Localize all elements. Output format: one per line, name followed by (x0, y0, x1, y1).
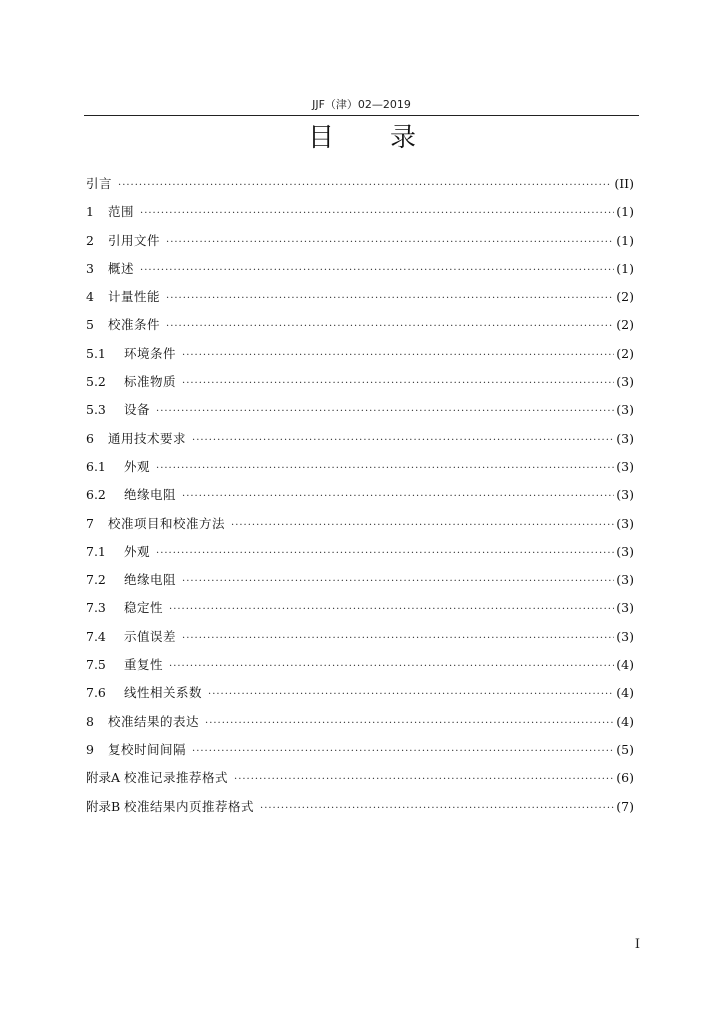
toc-entry[interactable] (86, 368, 634, 396)
toc-entry[interactable] (86, 255, 634, 283)
toc-entry-title: 外观 (124, 458, 151, 474)
toc-entry-title: 稳定性 (124, 600, 164, 616)
toc-entry-page: (7) (616, 798, 634, 814)
toc-entry-number: 附录A (86, 770, 121, 786)
toc-entry-title: 环境条件 (124, 345, 177, 361)
toc-entry[interactable] (86, 594, 634, 622)
toc-entry-page: (3) (616, 572, 634, 588)
toc-dot-leader (182, 625, 614, 653)
toc-entry-title: 校准项目和校准方法 (108, 515, 226, 531)
toc-entry-title: 标准物质 (124, 374, 177, 390)
toc-entry-number: 6 (86, 430, 94, 446)
toc-entry-number: 7.5 (86, 657, 106, 673)
toc-entry-title: 复校时间间隔 (108, 741, 187, 757)
toc-entry[interactable] (86, 566, 634, 594)
toc-entry-page: (3) (616, 374, 634, 390)
toc-entry-title: 绝缘电阻 (124, 487, 177, 503)
document-number: JJF（津）02—2019 (312, 98, 411, 111)
toc-entry[interactable] (86, 340, 634, 368)
toc-dot-leader (208, 681, 614, 709)
toc-entry-number: 6.2 (86, 487, 106, 503)
toc-entry-page: (2) (616, 289, 634, 305)
toc-entry-page: (5) (616, 741, 634, 757)
toc-dot-leader (182, 568, 614, 596)
toc-dot-leader (169, 596, 614, 624)
toc-dot-leader (140, 257, 614, 285)
toc-entry-number: 7.3 (86, 600, 106, 616)
toc-entry-page: (3) (616, 458, 634, 474)
toc-entry-page: (4) (616, 657, 634, 673)
toc-entry[interactable] (86, 623, 634, 651)
toc-entry-title: 校准结果的表达 (108, 713, 200, 729)
toc-dot-leader (169, 653, 614, 681)
toc-entry[interactable] (86, 425, 634, 453)
toc-entry[interactable] (86, 481, 634, 509)
toc-dot-leader (182, 483, 614, 511)
toc-entry[interactable] (86, 764, 634, 792)
toc-entry-title: 重复性 (124, 657, 164, 673)
toc-entry-title: 引用文件 (108, 232, 161, 248)
toc-entry-number: 7.6 (86, 685, 106, 701)
toc-dot-leader (156, 455, 614, 483)
toc-entry-page: (3) (616, 515, 634, 531)
toc-entry-page: (3) (616, 402, 634, 418)
toc-entry[interactable] (86, 708, 634, 736)
toc-entry-number: 2 (86, 232, 94, 248)
toc-entry[interactable] (86, 510, 634, 538)
toc-entry-number: 5.2 (86, 374, 106, 390)
toc-entry-number: 3 (86, 260, 94, 276)
toc-entry-page: (3) (616, 628, 634, 644)
toc-entry-number: 5 (86, 317, 94, 333)
toc-entry-page: (4) (616, 685, 634, 701)
toc-entry-title: 引言 (86, 176, 113, 191)
toc-entry-title: 示值误差 (124, 628, 177, 644)
toc-dot-leader (166, 229, 614, 257)
toc-entry-title: 通用技术要求 (108, 430, 187, 446)
toc-entry-title: 线性相关系数 (124, 685, 203, 701)
toc-entry[interactable] (86, 453, 634, 481)
toc-entry[interactable] (86, 736, 634, 764)
toc-entry[interactable] (86, 793, 634, 821)
toc-dot-leader (140, 200, 614, 228)
toc-dot-leader (166, 285, 614, 313)
toc-entry-title: 概述 (108, 260, 135, 276)
toc-entry-page: (4) (616, 713, 634, 729)
toc-entry[interactable] (86, 679, 634, 707)
toc-entry-number: 1 (86, 204, 94, 220)
toc-entry-number: 6.1 (86, 458, 106, 474)
toc-entry-number: 附录B (86, 798, 121, 814)
toc-entry-page: (6) (616, 770, 634, 786)
toc-dot-leader (205, 710, 614, 738)
toc-entry-title: 计量性能 (108, 289, 161, 305)
toc-dot-leader (192, 427, 614, 455)
toc-entry[interactable] (86, 311, 634, 339)
toc-entry-title: 校准条件 (108, 317, 161, 333)
toc-entry-title: 校准结果内页推荐格式 (124, 798, 255, 814)
toc-entry-title: 绝缘电阻 (124, 572, 177, 588)
toc-entry-number: 7.4 (86, 628, 106, 644)
toc-entry-page: (II) (614, 176, 634, 191)
toc-entry-page: (1) (616, 204, 634, 220)
toc-dot-leader (192, 738, 614, 766)
toc-entry[interactable] (86, 198, 634, 226)
page-title-char-2: 录 (390, 123, 417, 153)
toc-entry[interactable] (86, 538, 634, 566)
toc-entry-page: (3) (616, 430, 634, 446)
toc-dot-leader (118, 172, 612, 200)
toc-dot-leader (156, 398, 614, 426)
toc-dot-leader (166, 313, 614, 341)
toc-entry[interactable] (86, 227, 634, 255)
toc-entry-number: 5.1 (86, 345, 106, 361)
toc-entry-page: (3) (616, 600, 634, 616)
toc-entry-title: 外观 (124, 543, 151, 559)
toc-dot-leader (182, 370, 614, 398)
toc-entry-title: 范围 (108, 204, 135, 220)
toc-entry[interactable] (86, 396, 634, 424)
toc-entry[interactable] (86, 170, 634, 198)
toc-entry-page: (1) (616, 260, 634, 276)
table-of-contents (86, 170, 634, 821)
page-title-char-1: 目 (307, 123, 334, 153)
toc-dot-leader (231, 512, 614, 540)
toc-entry-title: 校准记录推荐格式 (124, 770, 229, 786)
toc-entry-number: 7 (86, 515, 94, 531)
toc-entry-number: 7.2 (86, 572, 106, 588)
toc-entry-page: (3) (616, 487, 634, 503)
page-folio: I (634, 937, 640, 952)
toc-entry-number: 4 (86, 289, 94, 305)
toc-entry-number: 8 (86, 713, 94, 729)
toc-entry-page: (2) (616, 317, 634, 333)
toc-entry-page: (3) (616, 543, 634, 559)
toc-entry-number: 9 (86, 741, 94, 757)
toc-dot-leader (182, 342, 614, 370)
page-title (0, 120, 724, 156)
toc-dot-leader (234, 766, 614, 794)
toc-entry-page: (1) (616, 232, 634, 248)
toc-dot-leader (260, 795, 614, 823)
toc-entry-number: 7.1 (86, 543, 106, 559)
toc-entry[interactable] (86, 283, 634, 311)
toc-entry[interactable] (86, 651, 634, 679)
toc-entry-title: 设备 (124, 402, 151, 418)
toc-dot-leader (156, 540, 614, 568)
toc-entry-page: (2) (616, 345, 634, 361)
running-header (84, 98, 639, 116)
toc-entry-number: 5.3 (86, 402, 106, 418)
